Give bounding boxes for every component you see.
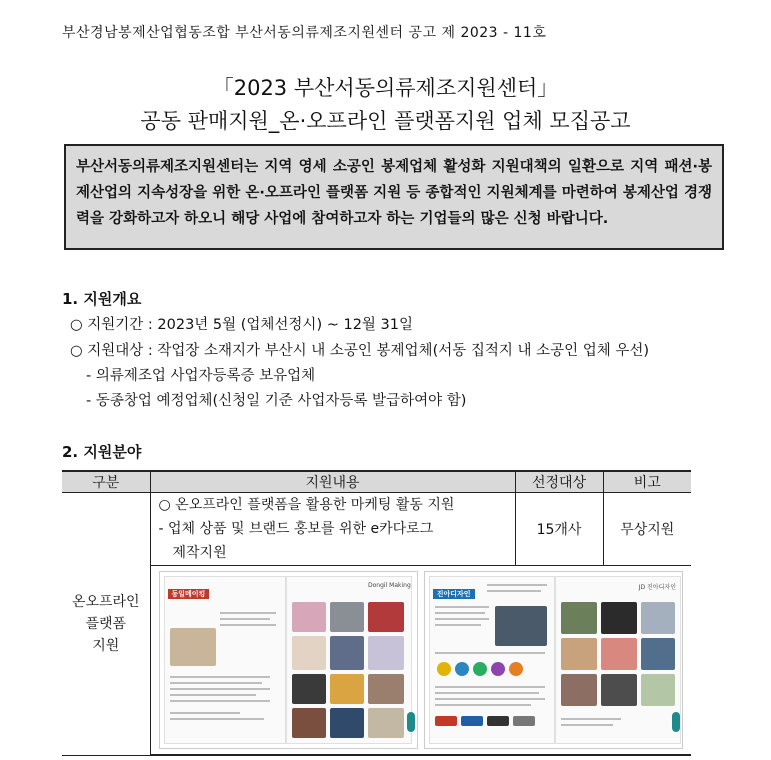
content-cell (150, 493, 515, 566)
table-header-row (62, 471, 691, 493)
category-line: 온오프라인 (71, 593, 140, 610)
table-row (62, 493, 691, 566)
section2-heading: 2. 지원분야 (62, 443, 142, 461)
notice-number: 부산경남봉제산업협동조합 부산서동의류제조지원센터 공고 제 2023 - 11호 (62, 25, 547, 41)
col-header-target: 선정대상 (515, 471, 603, 493)
catalog-sample-image (424, 571, 683, 749)
content-line: 제작지원 (172, 545, 227, 561)
content-line: - 업체 상품 및 브랜드 홍보를 위한 e카다로그 (158, 521, 434, 537)
support-target-sub1: - 의류제조업 사업자등록증 보유업체 (86, 368, 316, 384)
catalog-image-cell (150, 566, 691, 756)
brochure-tag: 진아디자인 (433, 589, 475, 599)
support-period: ○ 지원기간 : 2023년 5월 (업체선정시) ~ 12월 31일 (70, 317, 413, 333)
category-line: 지원 (92, 637, 120, 654)
col-header-content: 지원내용 (150, 471, 515, 493)
col-header-note: 비고 (603, 471, 691, 493)
intro-box: 부산서동의류제조지원센터는 지역 영세 소공인 봉제업체 활성화 지원대책의 일환으로 지역 패션·봉제산업의 지속성장을 위한 온·오프라인 플랫폼 지원 등 종합적인 지원체계를 마련하여 봉제산업 경쟁력을 강화하고자 하오니 해당 사업에 참여하고자 하는 기업들의 많은 신청 바랍니다. (64, 144, 724, 250)
support-target-sub2: - 동종창업 예정업체(신청일 기준 사업자등록 발급하여야 함) (86, 393, 467, 409)
category-cell (62, 493, 150, 756)
target-cell: 15개사 (515, 493, 603, 566)
page-title-line2: 공동 판매지원_온·오프라인 플랫폼지원 업체 모집공고 (140, 109, 631, 133)
brochure-brand: Dongil Making (368, 582, 411, 589)
catalog-sample-image (159, 571, 418, 749)
note-cell: 무상지원 (603, 493, 691, 566)
brochure-tag: 동일메이킹 (168, 589, 210, 599)
support-table (62, 470, 691, 756)
section1-heading: 1. 지원개요 (62, 290, 142, 308)
brochure-brand: JD 진아디자인 (638, 584, 676, 591)
category-line: 플랫폼 (85, 615, 127, 632)
table-row-images (62, 566, 691, 756)
col-header-category: 구분 (62, 471, 150, 493)
content-line: ○ 온오프라인 플랫폼을 활용한 마케팅 활동 지원 (158, 497, 455, 513)
support-target: ○ 지원대상 : 작업장 소재지가 부산시 내 소공인 봉제업체(서동 집적지 내 소공인 업체 우선) (70, 343, 650, 359)
page-title-line1: 「2023 부산서동의류제조지원센터」 (212, 76, 559, 100)
